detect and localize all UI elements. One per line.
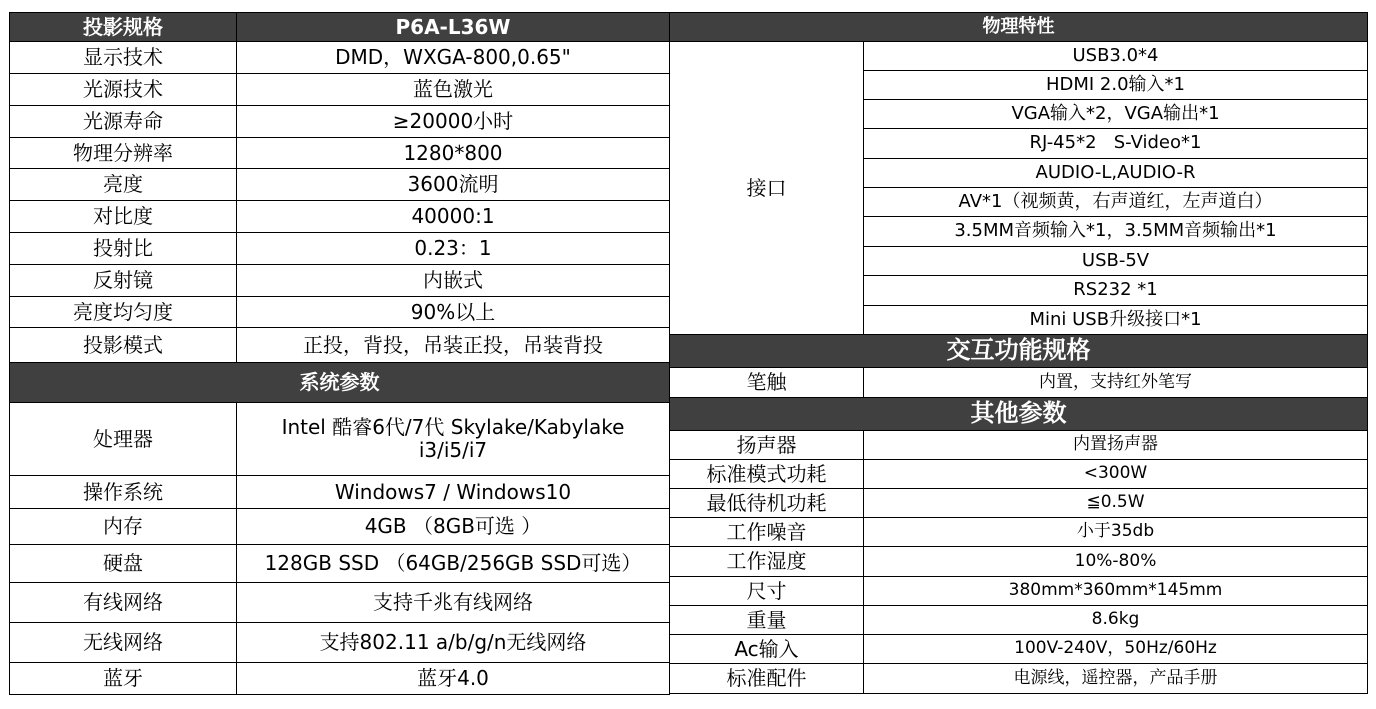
row-value: DMD，WXGA-800,0.65" — [237, 42, 670, 74]
header-interaction: 交互功能规格 — [670, 335, 1368, 368]
interface-label: 接口 — [670, 42, 864, 335]
table-row — [10, 74, 670, 106]
row-value: Windows7 / Windows10 — [237, 476, 670, 509]
row-value: 蓝色激光 — [237, 74, 670, 106]
table-row — [10, 297, 670, 328]
interface-item: AUDIO-L,AUDIO-R — [864, 159, 1368, 188]
row-label: 最低待机功耗 — [670, 489, 864, 518]
row-value: 90%以上 — [237, 297, 670, 328]
row-value: ≦0.5W — [864, 489, 1368, 518]
interface-item: RJ-45*2 S-Video*1 — [864, 129, 1368, 159]
table-row — [670, 606, 1368, 635]
table-row — [670, 489, 1368, 518]
table-row — [670, 547, 1368, 577]
row-value: 100V-240V，50Hz/60Hz — [864, 635, 1368, 664]
row-value: ≥20000小时 — [237, 106, 670, 138]
table-row — [670, 460, 1368, 489]
row-value: 380mm*360mm*145mm — [864, 577, 1368, 606]
table-row — [10, 169, 670, 201]
row-label: 笔触 — [670, 368, 864, 398]
header-physical: 物理特性 — [670, 13, 1368, 42]
header-projection-spec: 投影规格 — [10, 13, 237, 42]
row-label: 光源技术 — [10, 74, 237, 106]
interface-item: VGA输入*2，VGA输出*1 — [864, 100, 1368, 129]
row-value: 40000:1 — [237, 201, 670, 233]
row-label: 反射镜 — [10, 265, 237, 297]
interface-row — [670, 42, 1368, 71]
row-label: 处理器 — [10, 403, 237, 476]
row-label: Ac输入 — [670, 635, 864, 664]
section-header-row — [10, 363, 670, 403]
header-other-params: 其他参数 — [670, 398, 1368, 431]
row-value: 内嵌式 — [237, 265, 670, 297]
row-value: 8.6kg — [864, 606, 1368, 635]
row-value: 支持千兆有线网络 — [237, 583, 670, 623]
table-row — [10, 201, 670, 233]
section-header-row — [670, 13, 1368, 42]
row-label: 物理分辨率 — [10, 138, 237, 169]
table-row — [670, 368, 1368, 398]
table-row — [10, 476, 670, 509]
table-row — [10, 138, 670, 169]
interface-item: 3.5MM音频输入*1，3.5MM音频输出*1 — [864, 217, 1368, 247]
table-row — [10, 328, 670, 363]
section-header-row — [670, 398, 1368, 431]
row-label: 有线网络 — [10, 583, 237, 623]
row-label: 工作噪音 — [670, 518, 864, 547]
row-label: 对比度 — [10, 201, 237, 233]
row-value: 0.23：1 — [237, 233, 670, 265]
row-value: 支持802.11 a/b/g/n无线网络 — [237, 623, 670, 663]
row-value: 1280*800 — [237, 138, 670, 169]
row-label: 无线网络 — [10, 623, 237, 663]
interface-item: HDMI 2.0输入*1 — [864, 71, 1368, 100]
table-row — [670, 518, 1368, 547]
interface-item: Mini USB升级接口*1 — [864, 306, 1368, 335]
row-value: 10%-80% — [864, 547, 1368, 577]
row-label: 投射比 — [10, 233, 237, 265]
row-value: 内置扬声器 — [864, 431, 1368, 460]
row-value: Intel 酷睿6代/7代 Skylake/Kabylake i3/i5/i7 — [237, 403, 670, 476]
table-row — [10, 403, 670, 476]
row-label: 内存 — [10, 509, 237, 545]
table-row — [10, 583, 670, 623]
table-row — [10, 623, 670, 663]
row-label: 蓝牙 — [10, 663, 237, 695]
row-label: 亮度 — [10, 169, 237, 201]
table-row — [10, 509, 670, 545]
interface-item: RS232 *1 — [864, 276, 1368, 306]
row-value: 内置，支持红外笔写 — [864, 368, 1368, 398]
table-row — [10, 545, 670, 583]
interface-item: AV*1（视频黄，右声道红，左声道白） — [864, 188, 1368, 217]
row-label: 投影模式 — [10, 328, 237, 363]
table-row — [10, 265, 670, 297]
row-value: 128GB SSD （64GB/256GB SSD可选） — [237, 545, 670, 583]
row-value: 小于35db — [864, 518, 1368, 547]
row-value: 电源线，遥控器，产品手册 — [864, 664, 1368, 694]
section-header-row — [670, 335, 1368, 368]
row-label: 标准模式功耗 — [670, 460, 864, 489]
row-label: 操作系统 — [10, 476, 237, 509]
projection-spec-table — [9, 12, 670, 695]
row-label: 光源寿命 — [10, 106, 237, 138]
table-row — [10, 42, 670, 74]
table-row — [670, 577, 1368, 606]
row-value: 3600流明 — [237, 169, 670, 201]
row-value: 蓝牙4.0 — [237, 663, 670, 695]
table-header-row — [10, 13, 670, 42]
header-model: P6A-L36W — [237, 13, 670, 42]
interface-item: USB-5V — [864, 247, 1368, 276]
interface-item: USB3.0*4 — [864, 42, 1368, 71]
row-label: 重量 — [670, 606, 864, 635]
table-row — [10, 106, 670, 138]
row-value: <300W — [864, 460, 1368, 489]
row-label: 工作湿度 — [670, 547, 864, 577]
row-label: 亮度均匀度 — [10, 297, 237, 328]
table-row — [670, 664, 1368, 694]
table-row — [670, 635, 1368, 664]
row-label: 显示技术 — [10, 42, 237, 74]
row-label: 硬盘 — [10, 545, 237, 583]
physical-spec-table — [669, 12, 1368, 694]
row-value: 正投，背投，吊装正投，吊装背投 — [237, 328, 670, 363]
table-row — [670, 431, 1368, 460]
row-label: 扬声器 — [670, 431, 864, 460]
table-row — [10, 233, 670, 265]
row-value: 4GB （8GB可选 ） — [237, 509, 670, 545]
header-system-params: 系统参数 — [10, 363, 670, 403]
row-label: 尺寸 — [670, 577, 864, 606]
row-label: 标准配件 — [670, 664, 864, 694]
table-row — [10, 663, 670, 695]
